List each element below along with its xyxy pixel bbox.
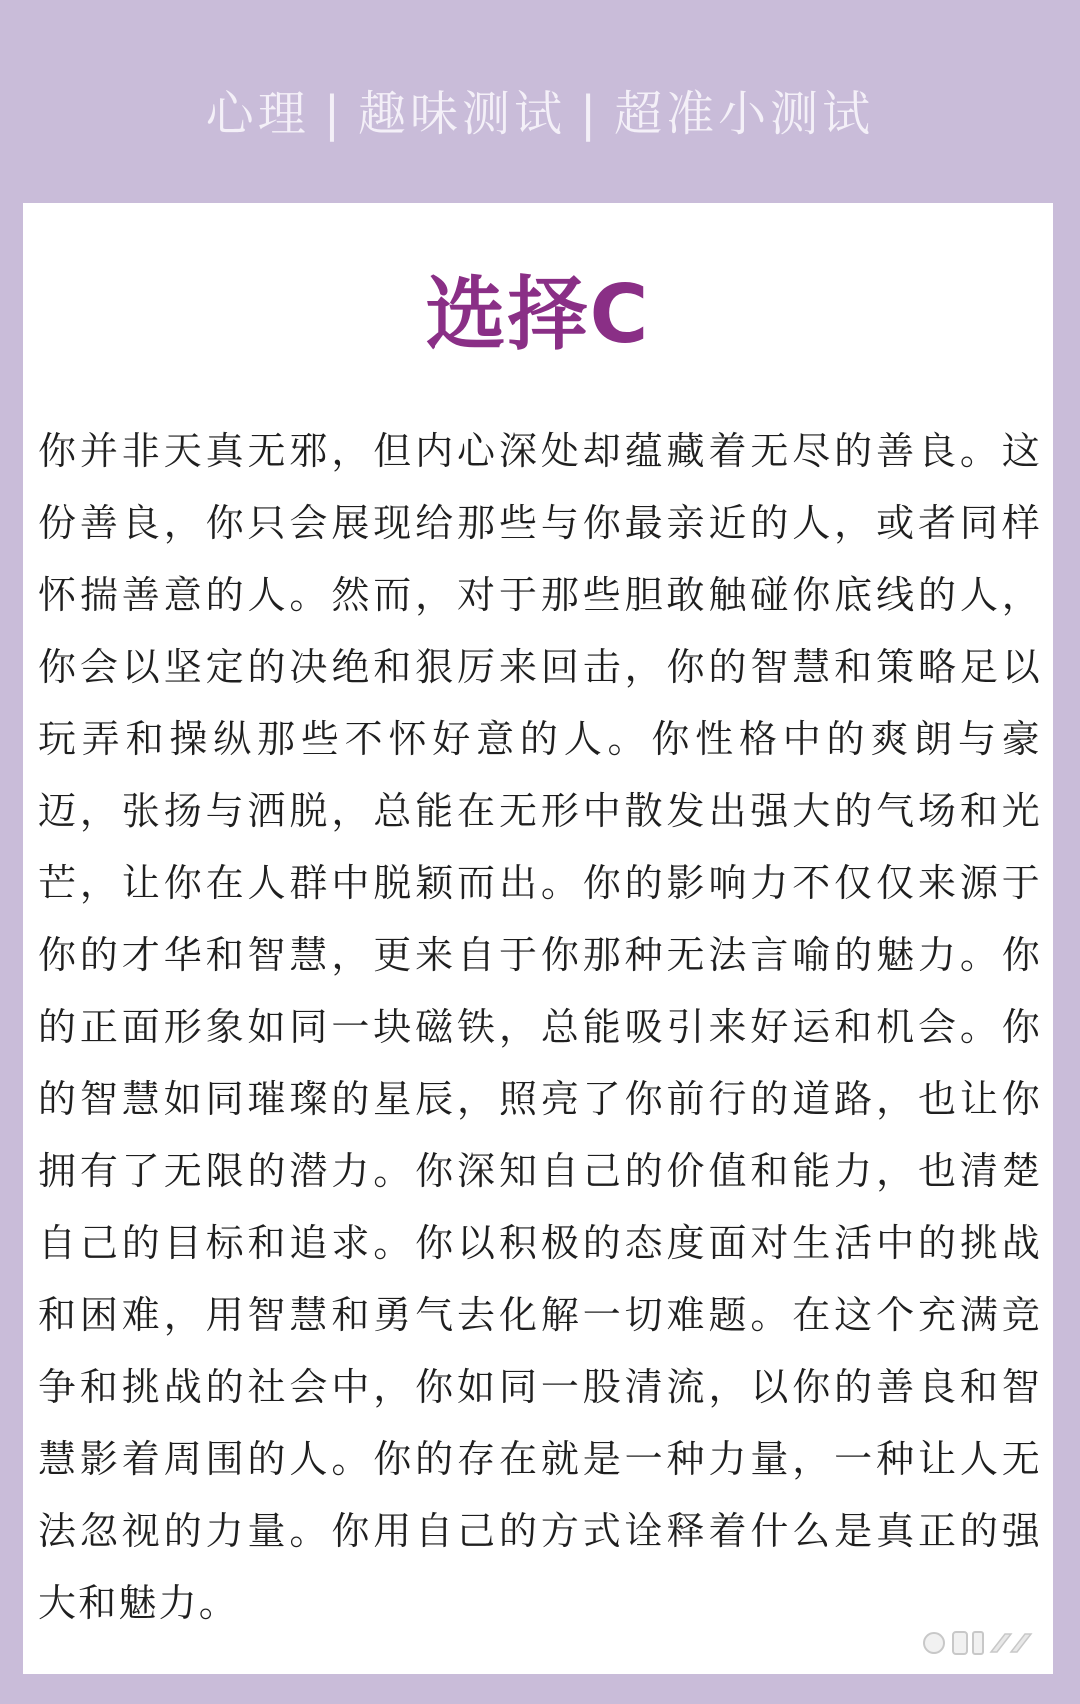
- header-separator: |: [580, 86, 601, 142]
- watermark-logo-icon: [921, 1626, 1041, 1660]
- result-description: 你并非天真无邪，但内心深处却蕴藏着无尽的善良。这份善良，你只会展现给那些与你最亲近的人，或者同样怀揣善意的人。然而，对于那些胆敢触碰你底线的人，你会以坚定的决绝和狠厉来回击，你的智慧和策略足以玩弄和操纵那些不怀好意的人。你性格中的爽朗与豪迈，张扬与洒脱，总能在无形中散发出强大的气场和光芒，让你在人群中脱颖而出。你的影响力不仅仅来源于你的才华和智慧，更来自于你那种无法言喻的魅力。你的正面形象如同一块磁铁，总能吸引来好运和机会。你的智慧如同璀璨的星辰，照亮了你前行的道路，也让你拥有了无限的潜力。你深知自己的价值和能力，也清楚自己的目标和追求。你以积极的态度面对生活中的挑战和困难，用智慧和勇气去化解一切难题。在这个充满竞争和挑战的社会中，你如同一股清流，以你的善良和智慧影着周围的人。你的存在就是一种力量，一种让人无法忽视的力量。你用自己的方式诠释着什么是真正的强大和魅力。: [38, 429, 1042, 1625]
- result-title: 选择C: [425, 268, 651, 361]
- content-card: [23, 203, 1053, 1674]
- header-item-accurate-test: 超准小测试: [614, 86, 875, 142]
- header-item-fun-test: 趣味测试: [357, 86, 566, 142]
- header-item-psychology: 心理: [205, 86, 310, 142]
- header: [0, 78, 1080, 150]
- header-separator: |: [323, 86, 344, 142]
